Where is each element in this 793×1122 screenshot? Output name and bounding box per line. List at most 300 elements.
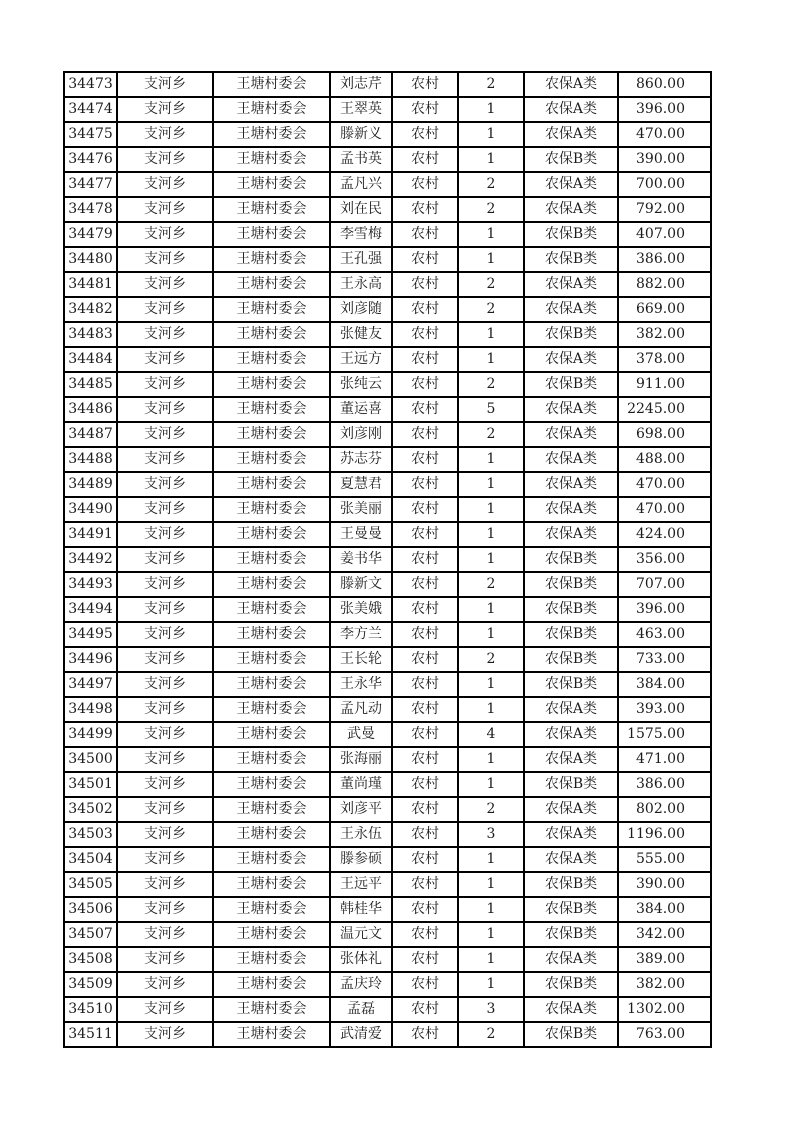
township-cell: 支河乡 [117, 847, 213, 872]
table-row [64, 197, 711, 222]
record-id-cell: 34484 [64, 347, 117, 372]
person-name-cell: 王远方 [330, 347, 392, 372]
amount-cell: 390.00 [618, 872, 711, 897]
village-committee-cell: 王塘村委会 [213, 397, 330, 422]
residence-type-cell: 农村 [392, 422, 458, 447]
village-committee-cell: 王塘村委会 [213, 197, 330, 222]
village-committee-cell: 王塘村委会 [213, 572, 330, 597]
insurance-category-cell: 农保B类 [524, 322, 618, 347]
record-id-cell: 34481 [64, 272, 117, 297]
residence-type-cell: 农村 [392, 947, 458, 972]
amount-cell: 393.00 [618, 697, 711, 722]
person-count-cell: 4 [458, 722, 524, 747]
village-committee-cell: 王塘村委会 [213, 447, 330, 472]
record-id-cell: 34497 [64, 672, 117, 697]
record-id-cell: 34509 [64, 972, 117, 997]
person-count-cell: 1 [458, 622, 524, 647]
insurance-category-cell: 农保A类 [524, 747, 618, 772]
record-id-cell: 34483 [64, 322, 117, 347]
record-id-cell: 34504 [64, 847, 117, 872]
person-name-cell: 张美娥 [330, 597, 392, 622]
person-count-cell: 1 [458, 972, 524, 997]
person-name-cell: 董尚瑾 [330, 772, 392, 797]
village-committee-cell: 王塘村委会 [213, 72, 330, 97]
amount-cell: 763.00 [618, 1022, 711, 1047]
village-committee-cell: 王塘村委会 [213, 172, 330, 197]
person-count-cell: 1 [458, 472, 524, 497]
insurance-category-cell: 农保B类 [524, 922, 618, 947]
residence-type-cell: 农村 [392, 722, 458, 747]
person-name-cell: 王远平 [330, 872, 392, 897]
township-cell: 支河乡 [117, 622, 213, 647]
person-count-cell: 1 [458, 547, 524, 572]
person-name-cell: 滕新义 [330, 122, 392, 147]
table-row [64, 822, 711, 847]
table-row [64, 322, 711, 347]
person-name-cell: 刘志芹 [330, 72, 392, 97]
insurance-category-cell: 农保A类 [524, 447, 618, 472]
table-row [64, 122, 711, 147]
table-row [64, 247, 711, 272]
person-count-cell: 1 [458, 347, 524, 372]
township-cell: 支河乡 [117, 147, 213, 172]
residence-type-cell: 农村 [392, 622, 458, 647]
residence-type-cell: 农村 [392, 897, 458, 922]
person-name-cell: 孟凡兴 [330, 172, 392, 197]
village-committee-cell: 王塘村委会 [213, 222, 330, 247]
village-committee-cell: 王塘村委会 [213, 972, 330, 997]
table-row [64, 397, 711, 422]
person-count-cell: 1 [458, 597, 524, 622]
township-cell: 支河乡 [117, 672, 213, 697]
pension-roster-table [63, 71, 712, 1048]
insurance-category-cell: 农保A类 [524, 797, 618, 822]
insurance-category-cell: 农保B类 [524, 572, 618, 597]
residence-type-cell: 农村 [392, 372, 458, 397]
person-count-cell: 1 [458, 522, 524, 547]
record-id-cell: 34478 [64, 197, 117, 222]
village-committee-cell: 王塘村委会 [213, 747, 330, 772]
village-committee-cell: 王塘村委会 [213, 897, 330, 922]
residence-type-cell: 农村 [392, 972, 458, 997]
amount-cell: 470.00 [618, 122, 711, 147]
table-row [64, 847, 711, 872]
residence-type-cell: 农村 [392, 497, 458, 522]
village-committee-cell: 王塘村委会 [213, 97, 330, 122]
residence-type-cell: 农村 [392, 447, 458, 472]
record-id-cell: 34479 [64, 222, 117, 247]
person-name-cell: 孟磊 [330, 997, 392, 1022]
amount-cell: 396.00 [618, 97, 711, 122]
person-name-cell: 张纯云 [330, 372, 392, 397]
insurance-category-cell: 农保B类 [524, 372, 618, 397]
amount-cell: 378.00 [618, 347, 711, 372]
record-id-cell: 34475 [64, 122, 117, 147]
township-cell: 支河乡 [117, 422, 213, 447]
insurance-category-cell: 农保B类 [524, 547, 618, 572]
insurance-category-cell: 农保A类 [524, 847, 618, 872]
village-committee-cell: 王塘村委会 [213, 1022, 330, 1047]
person-count-cell: 1 [458, 672, 524, 697]
township-cell: 支河乡 [117, 922, 213, 947]
person-count-cell: 1 [458, 897, 524, 922]
amount-cell: 386.00 [618, 247, 711, 272]
village-committee-cell: 王塘村委会 [213, 622, 330, 647]
insurance-category-cell: 农保B类 [524, 1022, 618, 1047]
residence-type-cell: 农村 [392, 522, 458, 547]
person-count-cell: 1 [458, 697, 524, 722]
record-id-cell: 34485 [64, 372, 117, 397]
insurance-category-cell: 农保A类 [524, 347, 618, 372]
person-count-cell: 2 [458, 272, 524, 297]
village-committee-cell: 王塘村委会 [213, 372, 330, 397]
insurance-category-cell: 农保A类 [524, 97, 618, 122]
person-name-cell: 温元文 [330, 922, 392, 947]
table-row [64, 272, 711, 297]
amount-cell: 407.00 [618, 222, 711, 247]
township-cell: 支河乡 [117, 397, 213, 422]
residence-type-cell: 农村 [392, 1022, 458, 1047]
amount-cell: 698.00 [618, 422, 711, 447]
amount-cell: 792.00 [618, 197, 711, 222]
person-count-cell: 2 [458, 1022, 524, 1047]
residence-type-cell: 农村 [392, 72, 458, 97]
record-id-cell: 34503 [64, 822, 117, 847]
village-committee-cell: 王塘村委会 [213, 997, 330, 1022]
insurance-category-cell: 农保A类 [524, 422, 618, 447]
amount-cell: 390.00 [618, 147, 711, 172]
township-cell: 支河乡 [117, 472, 213, 497]
person-count-cell: 1 [458, 872, 524, 897]
table-row [64, 72, 711, 97]
insurance-category-cell: 农保B类 [524, 247, 618, 272]
person-name-cell: 武曼 [330, 722, 392, 747]
person-count-cell: 2 [458, 297, 524, 322]
township-cell: 支河乡 [117, 997, 213, 1022]
record-id-cell: 34473 [64, 72, 117, 97]
amount-cell: 1302.00 [618, 997, 711, 1022]
table-row [64, 422, 711, 447]
residence-type-cell: 农村 [392, 272, 458, 297]
amount-cell: 733.00 [618, 647, 711, 672]
record-id-cell: 34506 [64, 897, 117, 922]
insurance-category-cell: 农保A类 [524, 197, 618, 222]
table-row [64, 622, 711, 647]
table-row [64, 772, 711, 797]
township-cell: 支河乡 [117, 122, 213, 147]
residence-type-cell: 农村 [392, 697, 458, 722]
residence-type-cell: 农村 [392, 347, 458, 372]
village-committee-cell: 王塘村委会 [213, 547, 330, 572]
township-cell: 支河乡 [117, 897, 213, 922]
person-count-cell: 1 [458, 222, 524, 247]
table-row [64, 572, 711, 597]
residence-type-cell: 农村 [392, 597, 458, 622]
person-count-cell: 1 [458, 247, 524, 272]
person-name-cell: 夏慧君 [330, 472, 392, 497]
residence-type-cell: 农村 [392, 847, 458, 872]
residence-type-cell: 农村 [392, 97, 458, 122]
insurance-category-cell: 农保B类 [524, 897, 618, 922]
record-id-cell: 34491 [64, 522, 117, 547]
record-id-cell: 34480 [64, 247, 117, 272]
village-committee-cell: 王塘村委会 [213, 872, 330, 897]
person-count-cell: 2 [458, 197, 524, 222]
table-row [64, 472, 711, 497]
village-committee-cell: 王塘村委会 [213, 672, 330, 697]
table-row [64, 547, 711, 572]
person-name-cell: 孟凡动 [330, 697, 392, 722]
village-committee-cell: 王塘村委会 [213, 347, 330, 372]
township-cell: 支河乡 [117, 72, 213, 97]
person-name-cell: 王孔强 [330, 247, 392, 272]
person-count-cell: 2 [458, 372, 524, 397]
township-cell: 支河乡 [117, 747, 213, 772]
amount-cell: 860.00 [618, 72, 711, 97]
person-count-cell: 1 [458, 747, 524, 772]
record-id-cell: 34511 [64, 1022, 117, 1047]
residence-type-cell: 农村 [392, 672, 458, 697]
residence-type-cell: 农村 [392, 572, 458, 597]
amount-cell: 342.00 [618, 922, 711, 947]
township-cell: 支河乡 [117, 572, 213, 597]
person-count-cell: 1 [458, 847, 524, 872]
township-cell: 支河乡 [117, 222, 213, 247]
residence-type-cell: 农村 [392, 797, 458, 822]
insurance-category-cell: 农保A类 [524, 947, 618, 972]
table-row [64, 697, 711, 722]
person-count-cell: 1 [458, 497, 524, 522]
record-id-cell: 34476 [64, 147, 117, 172]
village-committee-cell: 王塘村委会 [213, 122, 330, 147]
table-row [64, 922, 711, 947]
table-row [64, 747, 711, 772]
person-name-cell: 张美丽 [330, 497, 392, 522]
record-id-cell: 34505 [64, 872, 117, 897]
person-count-cell: 1 [458, 772, 524, 797]
insurance-category-cell: 农保A类 [524, 122, 618, 147]
person-count-cell: 3 [458, 822, 524, 847]
amount-cell: 470.00 [618, 497, 711, 522]
amount-cell: 382.00 [618, 972, 711, 997]
table-row [64, 597, 711, 622]
person-name-cell: 刘彦刚 [330, 422, 392, 447]
village-committee-cell: 王塘村委会 [213, 772, 330, 797]
record-id-cell: 34482 [64, 297, 117, 322]
amount-cell: 470.00 [618, 472, 711, 497]
village-committee-cell: 王塘村委会 [213, 697, 330, 722]
person-name-cell: 王永伍 [330, 822, 392, 847]
table-row [64, 522, 711, 547]
record-id-cell: 34507 [64, 922, 117, 947]
village-committee-cell: 王塘村委会 [213, 272, 330, 297]
township-cell: 支河乡 [117, 1022, 213, 1047]
person-name-cell: 张海丽 [330, 747, 392, 772]
table-row [64, 297, 711, 322]
township-cell: 支河乡 [117, 172, 213, 197]
record-id-cell: 34487 [64, 422, 117, 447]
person-name-cell: 刘在民 [330, 197, 392, 222]
table-row [64, 647, 711, 672]
insurance-category-cell: 农保A类 [524, 497, 618, 522]
insurance-category-cell: 农保A类 [524, 272, 618, 297]
village-committee-cell: 王塘村委会 [213, 522, 330, 547]
record-id-cell: 34477 [64, 172, 117, 197]
person-count-cell: 1 [458, 447, 524, 472]
residence-type-cell: 农村 [392, 297, 458, 322]
amount-cell: 382.00 [618, 322, 711, 347]
table-row [64, 447, 711, 472]
village-committee-cell: 王塘村委会 [213, 247, 330, 272]
insurance-category-cell: 农保A类 [524, 72, 618, 97]
township-cell: 支河乡 [117, 447, 213, 472]
table-row [64, 972, 711, 997]
person-name-cell: 李方兰 [330, 622, 392, 647]
person-count-cell: 2 [458, 797, 524, 822]
residence-type-cell: 农村 [392, 197, 458, 222]
amount-cell: 396.00 [618, 597, 711, 622]
table-row [64, 872, 711, 897]
residence-type-cell: 农村 [392, 147, 458, 172]
insurance-category-cell: 农保B类 [524, 872, 618, 897]
person-name-cell: 刘彦平 [330, 797, 392, 822]
residence-type-cell: 农村 [392, 322, 458, 347]
amount-cell: 384.00 [618, 897, 711, 922]
residence-type-cell: 农村 [392, 772, 458, 797]
record-id-cell: 34502 [64, 797, 117, 822]
record-id-cell: 34474 [64, 97, 117, 122]
township-cell: 支河乡 [117, 697, 213, 722]
record-id-cell: 34488 [64, 447, 117, 472]
amount-cell: 802.00 [618, 797, 711, 822]
record-id-cell: 34498 [64, 697, 117, 722]
person-name-cell: 孟庆玲 [330, 972, 392, 997]
residence-type-cell: 农村 [392, 122, 458, 147]
person-name-cell: 滕新文 [330, 572, 392, 597]
table-row [64, 172, 711, 197]
village-committee-cell: 王塘村委会 [213, 797, 330, 822]
insurance-category-cell: 农保B类 [524, 622, 618, 647]
residence-type-cell: 农村 [392, 172, 458, 197]
township-cell: 支河乡 [117, 372, 213, 397]
township-cell: 支河乡 [117, 197, 213, 222]
village-committee-cell: 王塘村委会 [213, 422, 330, 447]
residence-type-cell: 农村 [392, 922, 458, 947]
table-row [64, 222, 711, 247]
village-committee-cell: 王塘村委会 [213, 822, 330, 847]
township-cell: 支河乡 [117, 972, 213, 997]
table-row [64, 897, 711, 922]
amount-cell: 2245.00 [618, 397, 711, 422]
township-cell: 支河乡 [117, 297, 213, 322]
person-count-cell: 1 [458, 97, 524, 122]
table-row [64, 147, 711, 172]
township-cell: 支河乡 [117, 722, 213, 747]
person-name-cell: 刘彦随 [330, 297, 392, 322]
township-cell: 支河乡 [117, 497, 213, 522]
township-cell: 支河乡 [117, 522, 213, 547]
person-name-cell: 苏志芬 [330, 447, 392, 472]
insurance-category-cell: 农保B类 [524, 647, 618, 672]
insurance-category-cell: 农保A类 [524, 697, 618, 722]
insurance-category-cell: 农保A类 [524, 522, 618, 547]
residence-type-cell: 农村 [392, 872, 458, 897]
table-row [64, 722, 711, 747]
insurance-category-cell: 农保A类 [524, 722, 618, 747]
amount-cell: 424.00 [618, 522, 711, 547]
record-id-cell: 34492 [64, 547, 117, 572]
residence-type-cell: 农村 [392, 747, 458, 772]
amount-cell: 384.00 [618, 672, 711, 697]
insurance-category-cell: 农保B类 [524, 972, 618, 997]
insurance-category-cell: 农保B类 [524, 147, 618, 172]
township-cell: 支河乡 [117, 872, 213, 897]
person-name-cell: 姜书华 [330, 547, 392, 572]
person-name-cell: 孟书英 [330, 147, 392, 172]
insurance-category-cell: 农保A类 [524, 997, 618, 1022]
person-name-cell: 董运喜 [330, 397, 392, 422]
amount-cell: 389.00 [618, 947, 711, 972]
amount-cell: 669.00 [618, 297, 711, 322]
village-committee-cell: 王塘村委会 [213, 597, 330, 622]
person-count-cell: 3 [458, 997, 524, 1022]
table-row [64, 1022, 711, 1047]
village-committee-cell: 王塘村委会 [213, 322, 330, 347]
person-name-cell: 张体礼 [330, 947, 392, 972]
record-id-cell: 34486 [64, 397, 117, 422]
table-row [64, 672, 711, 697]
person-name-cell: 武清爱 [330, 1022, 392, 1047]
person-name-cell: 滕参硕 [330, 847, 392, 872]
insurance-category-cell: 农保A类 [524, 172, 618, 197]
village-committee-cell: 王塘村委会 [213, 722, 330, 747]
amount-cell: 1575.00 [618, 722, 711, 747]
person-count-cell: 2 [458, 572, 524, 597]
amount-cell: 488.00 [618, 447, 711, 472]
amount-cell: 386.00 [618, 772, 711, 797]
residence-type-cell: 农村 [392, 822, 458, 847]
insurance-category-cell: 农保A类 [524, 822, 618, 847]
person-count-cell: 1 [458, 122, 524, 147]
person-name-cell: 王永高 [330, 272, 392, 297]
insurance-category-cell: 农保A类 [524, 397, 618, 422]
village-committee-cell: 王塘村委会 [213, 297, 330, 322]
township-cell: 支河乡 [117, 272, 213, 297]
village-committee-cell: 王塘村委会 [213, 847, 330, 872]
residence-type-cell: 农村 [392, 222, 458, 247]
insurance-category-cell: 农保B类 [524, 597, 618, 622]
record-id-cell: 34500 [64, 747, 117, 772]
residence-type-cell: 农村 [392, 997, 458, 1022]
person-count-cell: 2 [458, 72, 524, 97]
person-name-cell: 张健友 [330, 322, 392, 347]
village-committee-cell: 王塘村委会 [213, 472, 330, 497]
person-count-cell: 2 [458, 647, 524, 672]
record-id-cell: 34496 [64, 647, 117, 672]
record-id-cell: 34499 [64, 722, 117, 747]
person-count-cell: 1 [458, 322, 524, 347]
insurance-category-cell: 农保B类 [524, 222, 618, 247]
village-committee-cell: 王塘村委会 [213, 922, 330, 947]
amount-cell: 911.00 [618, 372, 711, 397]
village-committee-cell: 王塘村委会 [213, 947, 330, 972]
village-committee-cell: 王塘村委会 [213, 497, 330, 522]
person-count-cell: 5 [458, 397, 524, 422]
insurance-category-cell: 农保A类 [524, 297, 618, 322]
insurance-category-cell: 农保B类 [524, 672, 618, 697]
record-id-cell: 34501 [64, 772, 117, 797]
amount-cell: 356.00 [618, 547, 711, 572]
